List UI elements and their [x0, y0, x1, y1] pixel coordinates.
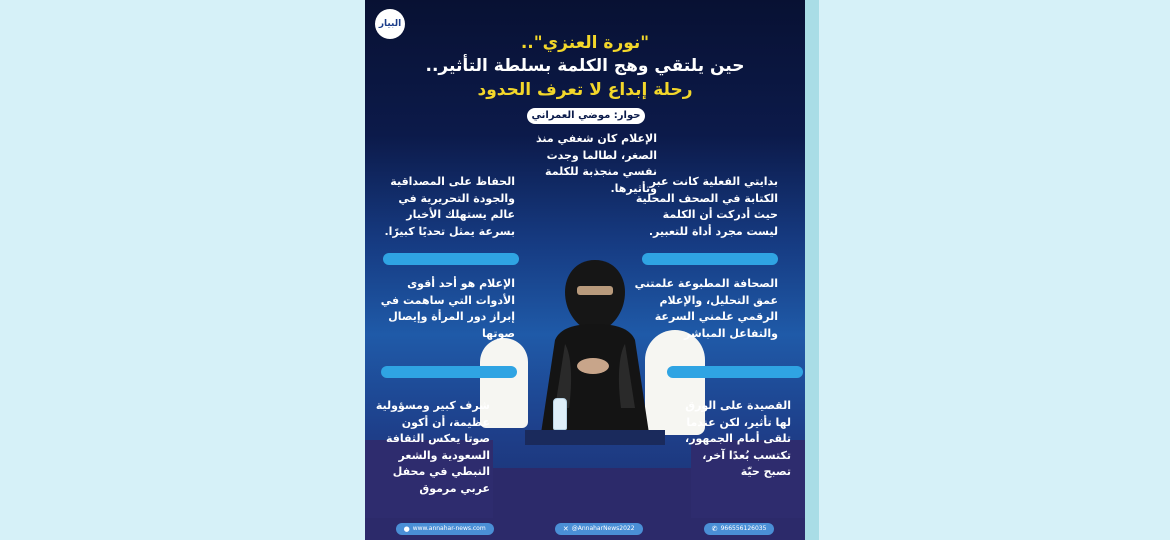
website-link[interactable]: [396, 523, 494, 535]
logo-text: البيار: [378, 19, 402, 29]
quote-honor: شرف كبير ومسؤولية عظيمة، أن أكون صوتا يعكس الثقافة السعودية والشعر النبطي في محفل عربي مرموق: [375, 399, 490, 495]
quote-beginning: بدايتي الفعلية كانت عبر الكتابة في الصحف المحلية حيث أدركت أن الكلمة ليست مجرد أداة للتعبير.: [635, 175, 778, 238]
phone-link[interactable]: [704, 523, 775, 535]
water-bottle: [553, 398, 567, 430]
stage-floor: [525, 430, 665, 445]
divider-bar: [381, 366, 517, 378]
headline-line-2: حين يلتقي وهج الكلمة بسلطة التأثير..: [425, 56, 745, 76]
whatsapp-icon: ✆: [711, 525, 718, 533]
quote-print-digital: الصحافة المطبوعة علمتني عمق التحليل، والإعلام الرقمي علمني السرعة والتفاعل المباشر: [634, 277, 778, 340]
website-text: www.annahar-news.com: [412, 525, 486, 532]
phone-text: 966556126035: [720, 525, 767, 532]
quote-passion: الإعلام كان شغفي منذ الصغر، لطالما وجدت نفسي منجذبة للكلمة وتأثيرها.: [535, 132, 657, 195]
quote-poem: القصيدة على الورق لها تأثير، لكن عندما تلقى أمام الجمهور، تكتسب بُعدًا آخر، تصبح حيّة: [685, 399, 791, 478]
social-icon: ✕: [562, 525, 569, 533]
interviewer-byline: حوار: موضي العمراني: [527, 108, 645, 124]
divider-bar: [667, 366, 803, 378]
page-background-left: [0, 0, 365, 540]
page-background-right: [805, 0, 1170, 540]
quote-media-power: الإعلام هو أحد أقوى الأدوات التي ساهمت في إبراز دور المرأة وإيصال صوتها: [380, 277, 515, 340]
social-text: @AnnaharNews2022: [571, 525, 635, 532]
quote-credibility: الحفاظ على المصداقية والجودة التحريرية في عالم يستهلك الأخبار بسرعة يمثل تحديًا كبيرًا.: [384, 175, 515, 238]
headline-line-1: "نورة العنزي"..: [520, 33, 650, 53]
headline-line-3: رحلة إبداع لا تعرف الحدود: [477, 80, 693, 100]
social-link[interactable]: [555, 523, 643, 535]
footer-contact-bar: [365, 518, 805, 540]
globe-icon: ●: [403, 525, 410, 533]
divider-bar: [383, 253, 519, 265]
right-edge-strip: [805, 0, 819, 540]
article-poster: [365, 0, 805, 540]
